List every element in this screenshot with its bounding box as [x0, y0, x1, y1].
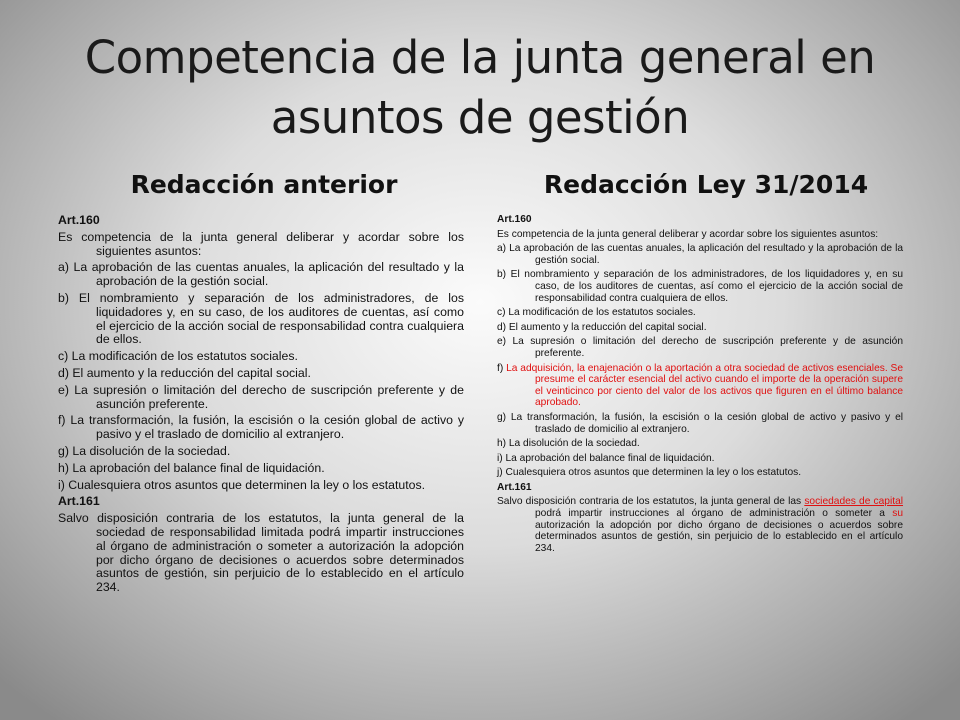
list-item: j) Cualesquiera otros asuntos que determinen la ley o los estatutos.	[497, 467, 802, 479]
left-column-heading: Redacción anterior	[130, 170, 398, 199]
new-text-column	[497, 214, 903, 557]
list-item: i) Cualesquiera otros asuntos que determinen la ley o los estatutos.	[58, 477, 426, 492]
list-item: h) La disolución de la sociedad.	[497, 438, 640, 450]
list-item: c) La modificación de los estatutos sociales.	[58, 349, 298, 364]
list-item: h) La aprobación del balance final de liquidación.	[58, 460, 325, 475]
list-item: b) El nombramiento y separación de los administradores, de los liquidadores y, en su caso, de los auditores de cuentas, así como el ejercicio de la acción social de responsabilidad contra cualquiera de ellos.	[58, 290, 464, 347]
article-160-intro: Es competencia de la junta general deliberar y acordar sobre los siguientes asuntos:	[58, 229, 464, 258]
new-text-highlight: sociedades de capital	[804, 496, 903, 508]
list-item: e) La supresión o limitación del derecho de suscripción preferente y de asunción preferente.	[497, 336, 903, 359]
article-161-label: Art.161	[58, 494, 100, 509]
list-item: f) La transformación, la fusión, la escisión o la cesión global de activo y pasivo y el traslado de domicilio al extranjero.	[58, 413, 464, 442]
list-item: d) El aumento y la reducción del capital social.	[497, 321, 707, 333]
text-segment: Salvo disposición contraria de los estatutos, la junta general de las	[497, 496, 805, 508]
slide-title: Competencia de la junta general en asuntos de gestión	[84, 31, 876, 144]
list-item: i) La aprobación del balance final de liquidación.	[497, 452, 715, 464]
list-item: a) La aprobación de las cuentas anuales, la aplicación del resultado y la aprobación de la gestión social.	[58, 260, 464, 289]
item-prefix: f)	[497, 362, 507, 374]
list-item: a) La aprobación de las cuentas anuales, la aplicación del resultado y la aprobación de la gestión social.	[497, 243, 903, 266]
article-161-text: Salvo disposición contraria de los estatutos, la junta general de la sociedad de responsabilidad limitada podrá impartir instrucciones al órgano de administración o someter a autorización la adopción por dicho órgano de decisiones o acuerdos sobre determinados asuntos de gestión, sin perjuicio de lo establecido en el artículo 234.	[58, 511, 464, 595]
list-item-new	[497, 363, 903, 409]
article-160-label: Art.160	[58, 213, 100, 227]
article-161-label: Art.161	[497, 481, 532, 493]
new-text-highlight: su	[892, 508, 903, 520]
text-segment: podrá impartir instrucciones al órgano de administración o someter a	[535, 508, 893, 520]
list-item: b) El nombramiento y separación de los administradores, de los liquidadores y, en su caso, de los auditores de cuentas, así como el ejercicio de la acción social de responsabilidad contra cualquiera de ellos.	[497, 269, 903, 304]
list-item: g) La disolución de la sociedad.	[58, 443, 231, 458]
list-item: c) La modificación de los estatutos sociales.	[497, 307, 696, 319]
article-161-text	[497, 496, 903, 554]
previous-text-column	[58, 214, 464, 598]
article-160-label: Art.160	[497, 214, 532, 225]
list-item: g) La transformación, la fusión, la escisión o la cesión global de activo y pasivo y el traslado de domicilio al extranjero.	[497, 411, 903, 435]
new-text-highlight: La adquisición, la enajenación o la aportación a otra sociedad de activos esenciales. Se presume el carácter esencial del activo cuando el importe de la operación supere el veinticinco por ciento del valor de los activos que figuren en el último balance aprobado.	[506, 362, 903, 409]
list-item: d) El aumento y la reducción del capital social.	[58, 365, 311, 380]
right-column-heading: Redacción Ley 31/2014	[543, 170, 869, 199]
text-segment: autorización la adopción por dicho órgano de decisiones o acuerdos sobre determinados asuntos de gestión, sin perjuicio de lo establecido en el artículo 234.	[535, 519, 903, 554]
list-item: e) La supresión o limitación del derecho de suscripción preferente y de asunción preferente.	[58, 382, 464, 411]
article-160-intro: Es competencia de la junta general deliberar y acordar sobre los siguientes asuntos:	[497, 228, 879, 240]
